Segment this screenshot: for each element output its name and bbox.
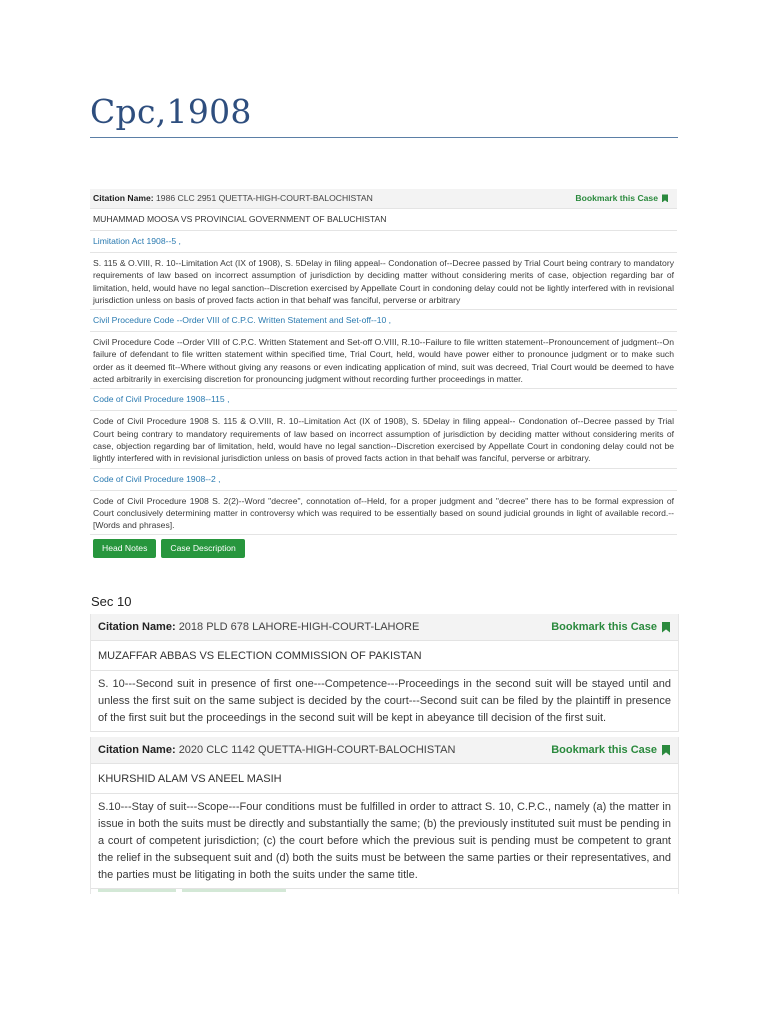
case-parties: MUZAFFAR ABBAS VS ELECTION COMMISSION OF PAKISTAN <box>91 641 678 671</box>
cropped-button <box>98 889 176 892</box>
bookmark-label: Bookmark this Case <box>551 620 657 633</box>
bookmark-label: Bookmark this Case <box>551 743 657 756</box>
citation <box>93 192 373 204</box>
bookmark-case-button[interactable] <box>551 742 670 759</box>
cropped-button <box>182 889 286 892</box>
citation-label: Citation Name: <box>98 743 176 756</box>
document-title: Cpc,1908 <box>90 92 252 131</box>
head-note: Code of Civil Procedure 1908 S. 115 & O.VIII, R. 10--Limitation Act (IX of 1908), S. 5Delay in filing appeal-- Condonation of--Decree passed by Trial Court being contrary to mandatory requirements of law based on incorrect assumption of jurisdiction by deciding matter without considering merits of case, objection regarding bar of limitation, held, would have no legal sanction--Discretion exercised by Appellate Court in condoning delay could not be lightly interfered with in revisional jurisdiction unless on basis of proved facts action in that behalf was fanciful, perverse or arbitrary. <box>90 411 677 468</box>
bookmark-case-button[interactable] <box>551 619 670 636</box>
law-reference-link[interactable]: Code of Civil Procedure 1908--2 , <box>90 469 677 491</box>
case-parties: MUHAMMAD MOOSA VS PROVINCIAL GOVERNMENT OF BALUCHISTAN <box>90 209 677 231</box>
bookmark-case-button[interactable] <box>575 192 668 204</box>
citation-row <box>91 737 678 764</box>
bookmark-icon <box>662 745 670 756</box>
head-notes-button[interactable]: Head Notes <box>93 539 156 558</box>
law-reference-link[interactable]: Code of Civil Procedure 1908--115 , <box>90 389 677 411</box>
bookmark-label: Bookmark this Case <box>575 193 658 204</box>
head-note: S. 10---Second suit in presence of first one---Competence---Proceedings in the second suit will be stayed until and unless the first suit on the same subject is decided by the court---Second suit can be filed by the plaintiff in presence of the first suit but the proceedings in the second suit will be kept in abeyance till decision of the first suit. <box>91 671 678 732</box>
head-note: Civil Procedure Code --Order VIII of C.P.C. Written Statement and Set-off O.VIII, R.10--Failure to file written statement--Pronouncement of judgment--On failure of defendant to file written statement within specified time, Trial Court, held, would have power either to pronounce judgment or to make such order as it deemed fit--Where without giving any reasons or even indicating application of mind, suit was decreed, Trial Court would be deemed to have acted arbitrarily in exercising discretion for pronouncing judgment without recording further proceedings in matter. <box>90 332 677 389</box>
card-actions <box>90 535 677 562</box>
citation-value: 2018 PLD 678 LAHORE-HIGH-COURT-LAHORE <box>178 620 420 633</box>
citation-value: 2020 CLC 1142 QUETTA-HIGH-COURT-BALOCHISTAN <box>178 743 456 756</box>
citation-value: 1986 CLC 2951 QUETTA-HIGH-COURT-BALOCHISTAN <box>156 193 373 204</box>
citation-label: Citation Name: <box>98 620 176 633</box>
head-note: S.10---Stay of suit---Scope---Four conditions must be fulfilled in order to attract S. 10, C.P.C., namely (a) the matter in issue in both the suits must be directly and substantially the same; (b) the previously instituted suit must be pending in a court of competent jurisdiction; (c) the court before which the previous suit is pending must be competent to grant the relief in the subsequent suit and (d) both the suits must be between the same parties or their representatives, and the parties must be litigating in both the suits under the same title. <box>91 794 678 889</box>
case-card-1986-clc-2951 <box>90 189 677 562</box>
citation-label: Citation Name: <box>93 193 154 204</box>
law-reference-link[interactable]: Civil Procedure Code --Order VIII of C.P.C. Written Statement and Set-off--10 , <box>90 310 677 332</box>
citation <box>98 742 455 759</box>
head-note: Code of Civil Procedure 1908 S. 2(2)--Word "decree", connotation of--Held, for a proper judgment and "decree" there has to be formal expression of Court conclusively determining matter in controversy which was required to be essentially based on sound judicial grounds in light of available record.--[Words and phrases]. <box>90 491 677 536</box>
law-reference-link[interactable]: Limitation Act 1908--5 , <box>90 231 677 253</box>
case-parties: KHURSHID ALAM VS ANEEL MASIH <box>91 764 678 794</box>
title-underline <box>90 137 678 138</box>
citation <box>98 619 419 636</box>
citation-row <box>91 614 678 641</box>
head-note: S. 115 & O.VIII, R. 10--Limitation Act (IX of 1908), S. 5Delay in filing appeal-- Condonation of--Decree passed by Trial Court being contrary to mandatory requirements of law based on incorrect assumption of jurisdiction by deciding matter without considering merits of case, objection regarding bar of limitation, held, would have no legal sanction--Discretion exercised by Appellate Court in condoning delay could not be lightly interfered with in revisional jurisdiction unless on basis of proved facts action in that behalf was fanciful, perverse or arbitrary <box>90 253 677 310</box>
case-card-2018-pld-678 <box>90 614 679 732</box>
case-description-button[interactable]: Case Description <box>161 539 244 558</box>
case-card-2020-clc-1142 <box>90 737 679 894</box>
citation-row <box>90 189 677 209</box>
cropped-action-buttons <box>91 889 678 894</box>
section-heading: Sec 10 <box>91 594 132 609</box>
bookmark-icon <box>662 194 668 202</box>
bookmark-icon <box>662 622 670 633</box>
